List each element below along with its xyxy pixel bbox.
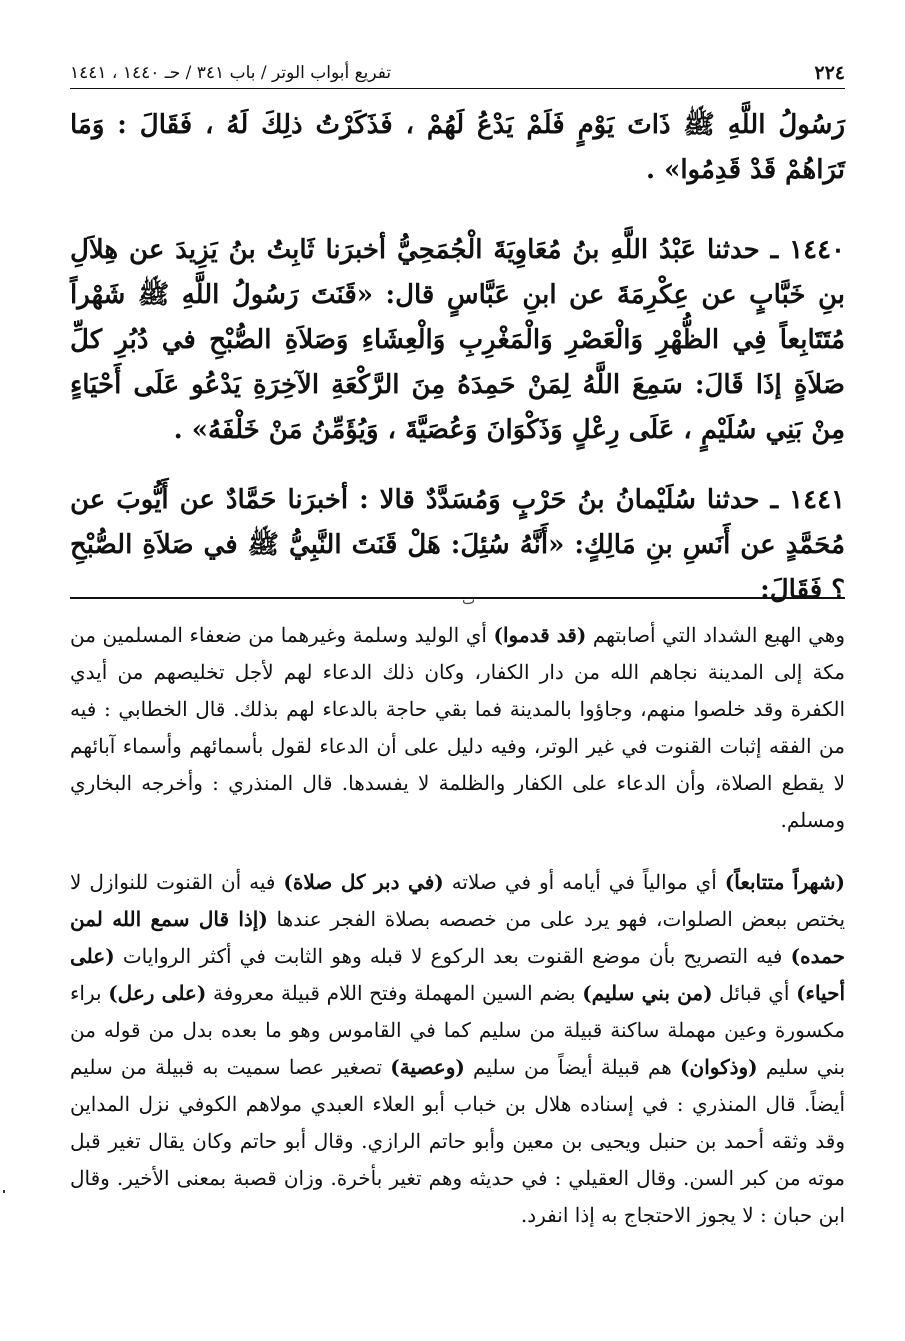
hadith-number: ١٤٤٠ <box>789 235 845 265</box>
commentary-text: أي موالياً في أيامه أو في صلاته <box>443 870 725 894</box>
hadith-text: ـ حدثنا عَبْدُ اللَّهِ بنُ مُعَاوِيَةَ الْجُمَحِيُّ أخبرَنا ثَابِتُ بنُ يَزِيدَ عن هِلاَلِ بنِ خَبَّابٍ عن عِكْرِمَةَ عن ابنِ عَبَّاسٍ قال: «قَنَتَ رَسُولُ اللَّهِ ﷺ شَهْراً مُتَتَابِعاً فِي الظُّهْرِ وَالْعَصْرِ وَالْمَغْرِبِ وَالْعِشَاءِ وَصَلاَةِ الصُّبْحِ في دُبُرِ كلِّ صَلاَةٍ إذَا قَالَ: سَمِعَ اللَّهُ لِمَنْ حَمِدَهُ مِنَ الرَّكْعَةِ الآخِرَةِ يَدْعُو عَلَى أَحْيَاءٍ مِنْ بَنِي سُلَيْمٍ ، عَلَى رِعْلٍ وَذَكْوَانَ وَعُصَيَّةَ ، وَيُؤَمِّنُ مَنْ خَلْفَهُ» . <box>70 235 845 445</box>
running-title: تفريع أبواب الوتر / باب ٣٤١ / حـ ١٤٤٠ ، ١٤٤١ <box>70 63 392 83</box>
hadith-continuation <box>70 103 845 193</box>
commentary-keyword: (على رعل) <box>108 981 207 1005</box>
commentary-paragraph-2 <box>70 864 845 1234</box>
hadith-1441 <box>70 478 845 613</box>
commentary-text: وهي الهبع الشداد التي أصابتهم <box>586 623 846 647</box>
commentary-text: أي الوليد وسلمة وغيرهما من ضعفاء المسلمين من مكة إلى المدينة نجاهم الله من دار الكفار، وكان ذلك الدعاء لهم لأجل تخليصهم من أيدي الكفرة وقد خلصوا منهم، وجاؤوا بالمدينة فما بقي حاجة بالدعاء لهم بذلك. قال الخطابي : فيه من الفقه إثبات القنوت في غير الوتر، وفيه دليل على أن الدعاء لقول بأسمائهم وأسماء آبائهم لا يقطع الصلاة، وأن الدعاء على الكفار والظلمة لا يفسدها. قال المنذري : وأخرجه البخاري ومسلم. <box>70 623 845 832</box>
commentary-paragraph-1 <box>70 617 845 839</box>
commentary-keyword: (قد قدموا) <box>493 623 587 647</box>
commentary-text: بضم السين المهملة وفتح اللام قبيلة معروفة <box>206 981 583 1005</box>
hadith-number: ١٤٤١ <box>789 485 845 515</box>
commentary-keyword: (من بني سليم) <box>582 981 713 1005</box>
divider-mark: ٮ <box>462 592 476 608</box>
hadith-text: ـ حدثنا سُلَيْمانُ بنُ حَرْبٍ وَمُسَدَّدٌ قالا : أخبرَنا حَمَّادٌ عن أَيُّوبَ عن مُحَمَّدٍ عن أَنَسِ بنِ مَالِكٍ: «أَنَّهُ سُئِلَ: هَلْ قَنَتَ النَّبِيُّ ﷺ في صَلاَةِ الصُّبْحِ ؟ فَقَالَ: <box>70 485 845 605</box>
commentary-text: براء مكسورة وعين مهملة ساكنة قبيلة من سليم كما في القاموس وهو ما بعده بدل من قوله من بني سليم <box>70 981 846 1079</box>
page-header <box>70 58 845 89</box>
commentary-keyword: (وعصية) <box>390 1055 465 1079</box>
hadith-text: رَسُولُ اللَّهِ ﷺ ذَاتَ يَوْمٍ فَلَمْ يَدْعُ لَهُمْ ، فَذَكَرْتُ ذلِكَ لَهُ ، فَقَالَ : وَمَا تَرَاهُمْ قَدْ قَدِمُوا» . <box>70 110 845 185</box>
scan-mark <box>3 1190 5 1193</box>
commentary-keyword: (وذكوان) <box>680 1055 758 1079</box>
footnote-divider <box>70 597 845 599</box>
commentary-keyword: (شهراً متتابعاً) <box>724 870 845 894</box>
hadith-1440 <box>70 228 845 453</box>
commentary-text: فيه التصريح بأن موضع القنوت بعد الركوع لا قبله وهو الثابت في أكثر الروايات <box>114 944 791 968</box>
commentary-text: أي قبائل <box>712 981 797 1005</box>
commentary-text: تصغير عصا سميت به قبيلة من سليم أيضاً. قال المنذري : في إسناده هلال بن خباب أبو العلاء العبدي مولاهم الكوفي نزل المداين وقد وثقه أحمد بن حنبل ويحيى بن معين وأبو حاتم الرازي. وقال أبو حاتم وكان يقال تغير قبل موته من كبر السن. وقال العقيلي : في حديثه وهم تغير بأخرة. وزان قصبة بمعنى الأخير. وقال ابن حبان : لا يجوز الاحتجاج به إذا انفرد. <box>70 1055 845 1227</box>
commentary-text: هم قبيلة أيضاً من سليم <box>464 1055 681 1079</box>
commentary-keyword: (على أحياء) <box>70 944 845 1005</box>
page-number: ٢٢٤ <box>814 62 845 84</box>
commentary-keyword: (إذا قال سمع الله لمن حمده) <box>70 907 845 968</box>
commentary-text: فيه أن القنوت للنوازل لا يختص ببعض الصلوات، فهو يرد على من خصصه بصلاة الفجر عندها <box>70 870 846 931</box>
commentary-keyword: (في دبر كل صلاة) <box>283 870 444 894</box>
